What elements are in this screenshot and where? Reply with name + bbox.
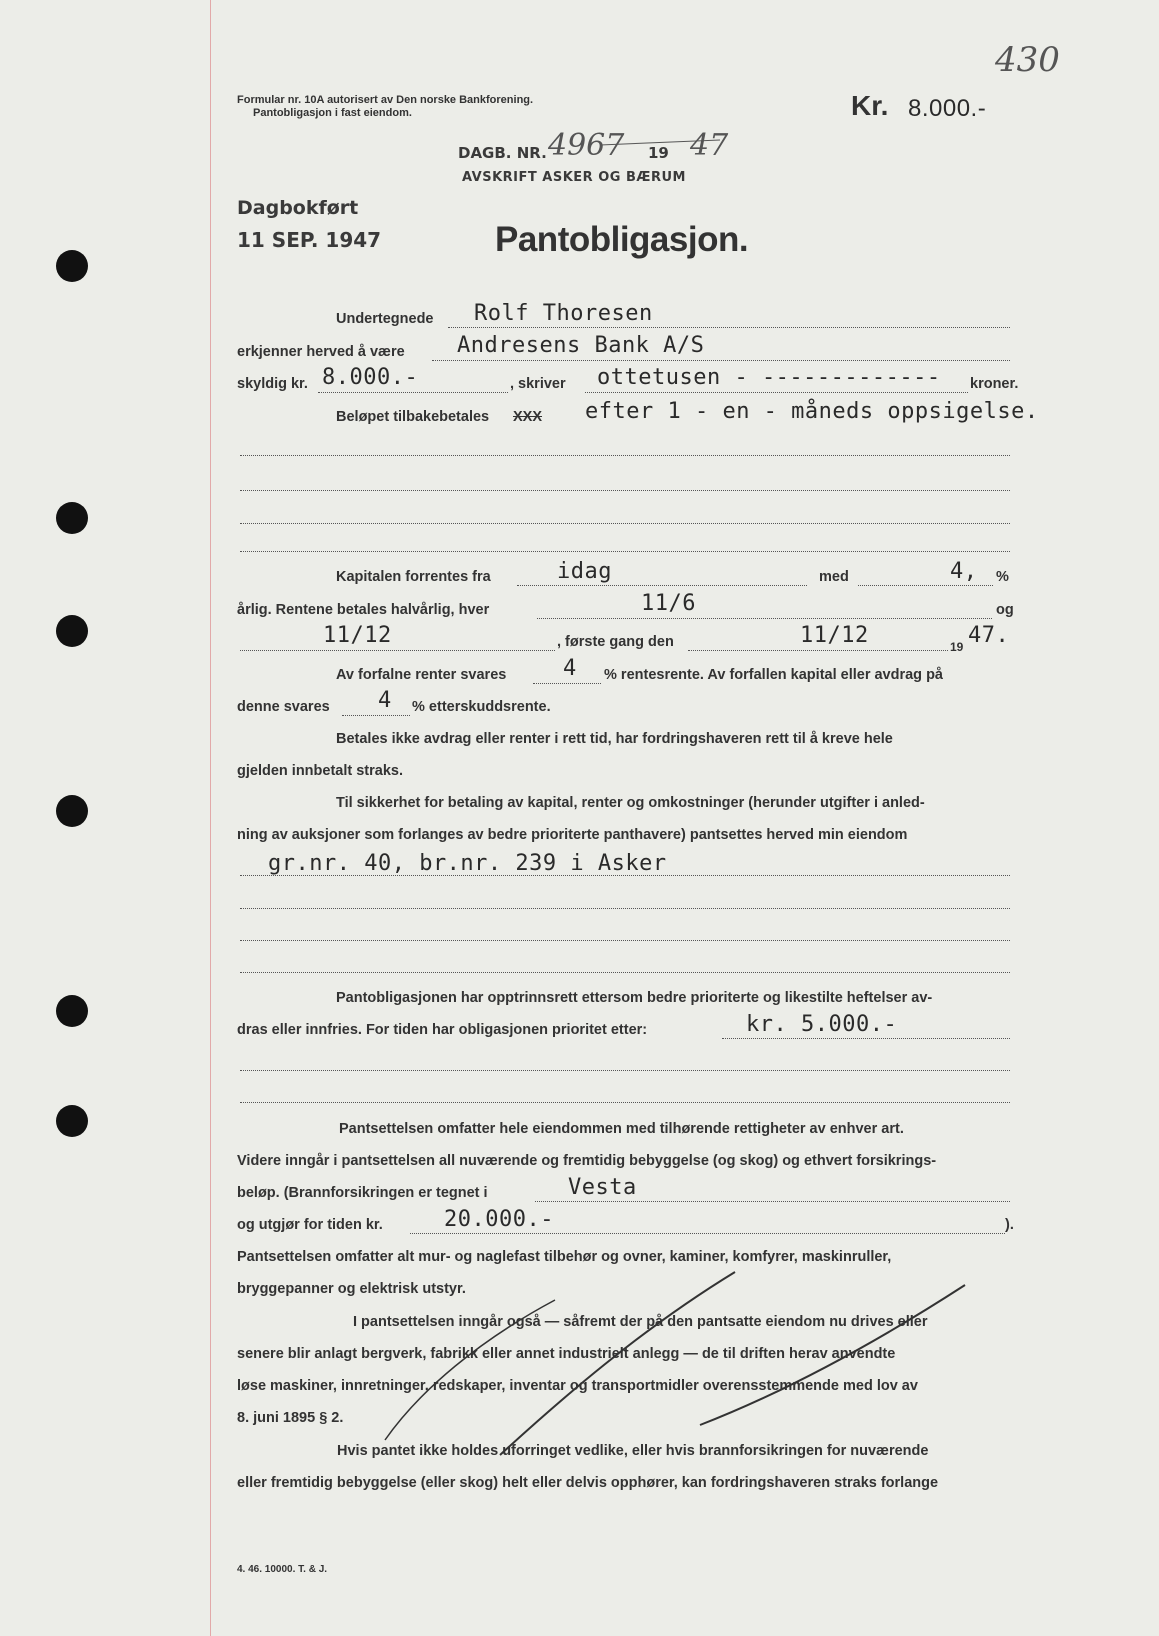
creditor-name: Andresens Bank A/S <box>457 333 705 358</box>
denne-suffix: % etterskuddsrente. <box>412 699 551 715</box>
forfalne-suffix: % rentesrente. Av forfallen kapital eller avdrag på <box>604 667 943 683</box>
dagb-label: DAGB. NR. <box>458 144 547 162</box>
amount-label: Kr. <box>851 90 889 121</box>
clause-text: og utgjør for tiden kr. <box>237 1217 383 1233</box>
interest-rate: 4, <box>950 559 978 584</box>
year-prefix: 19 <box>950 640 964 654</box>
amount-value: 8.000.- <box>908 95 987 122</box>
clause-text: løse maskiner, innretninger, redskaper, inventar og transportmidler overensstemmende med lov av <box>237 1378 918 1394</box>
skriver-label: , skriver <box>510 376 566 392</box>
clause-text: Videre inngår i pantsettelsen all nuværende og fremtidig bebyggelse (og skog) og ethvert forsikrings- <box>237 1153 937 1169</box>
clause-text: eller fremtidig bebyggelse (eller skog) helt eller delvis opphører, kan fordringshaveren straks forlange <box>237 1475 939 1491</box>
clause-text: Til sikkerhet for betaling av kapital, renter og omkostninger (herunder utgifter i anled- <box>336 795 925 811</box>
dagbokfort-stamp: Dagbokført <box>237 197 359 219</box>
registry-office: AVSKRIFT ASKER OG BÆRUM <box>462 170 686 185</box>
arlig-label: årlig. Rentene betales halvårlig, hver <box>237 602 490 618</box>
form-line-2: Pantobligasjon i fast eiendom. <box>253 107 412 119</box>
debt-amount: 8.000.- <box>322 365 419 390</box>
percent-sign: % <box>996 569 1009 585</box>
erkjenner-label: erkjenner herved å være <box>237 344 405 360</box>
interest-date-1: 11/6 <box>641 591 696 616</box>
clause-text: Betales ikke avdrag eller renter i rett tid, har fordringshaveren rett til å kreve hele <box>336 731 893 747</box>
arrears-rate: 4 <box>378 688 392 713</box>
clause-text: dras eller innfries. For tiden har obligasjonen prioritet etter: <box>237 1022 648 1038</box>
og-label: og <box>996 602 1014 618</box>
insurer-name: Vesta <box>568 1175 637 1200</box>
med-label: med <box>819 569 849 585</box>
struck-text: XXX <box>513 409 543 425</box>
page-number: 430 <box>995 40 1060 80</box>
date-stamp: 11 SEP. 1947 <box>237 228 382 252</box>
clause-text: bryggepanner og elektrisk utstyr. <box>237 1281 466 1297</box>
clause-text: Pantobligasjonen har opptrinnsrett ettersom bedre prioriterte og likestilte heftelser av- <box>336 990 933 1006</box>
kapital-label: Kapitalen forrentes fra <box>336 569 491 585</box>
dagb-year: 47 <box>690 128 729 163</box>
kroner-label: kroner. <box>970 376 1019 392</box>
first-payment-year: 47. <box>968 623 1010 648</box>
forste-label: , første gang den <box>557 634 674 650</box>
interest-date-2: 11/12 <box>323 623 392 648</box>
footer-print-code: 4. 46. 10000. T. & J. <box>237 1564 328 1575</box>
belopet-label: Beløpet tilbakebetales <box>336 409 490 425</box>
dagb-number: 4967 <box>548 128 625 163</box>
skyldig-label: skyldig kr. <box>237 376 308 392</box>
debt-words: ottetusen - ------------- <box>597 365 941 390</box>
late-interest-rate: 4 <box>563 656 577 681</box>
clause-text: I pantsettelsen inngår også — såfremt der på den pantsatte eiendom nu drives eller <box>353 1314 928 1330</box>
clause-text: ). <box>1005 1217 1014 1233</box>
debtor-name: Rolf Thoresen <box>474 301 653 326</box>
clause-text: senere blir anlagt bergverk, fabrikk eller annet industrielt anlegg — de til driften herav anvendte <box>237 1346 896 1362</box>
form-line-1: Formular nr. 10A autorisert av Den norske Bankforening. <box>237 94 534 106</box>
clause-text: ning av auksjoner som forlanges av bedre prioriterte panthavere) pantsettes herved min eiendom <box>237 827 908 843</box>
first-payment-date: 11/12 <box>800 623 869 648</box>
clause-text: Hvis pantet ikke holdes uforringet vedlike, eller hvis brannforsikringen for nuværende <box>337 1443 929 1459</box>
insured-amount: 20.000.- <box>444 1207 554 1232</box>
clause-text: Pantsettelsen omfatter hele eiendommen med tilhørende rettigheter av enhver art. <box>339 1121 904 1137</box>
repayment-terms: efter 1 - en - måneds oppsigelse. <box>585 399 1039 424</box>
denne-label: denne svares <box>237 699 330 715</box>
clause-text: beløp. (Brannforsikringen er tegnet i <box>237 1185 488 1201</box>
interest-from: idag <box>557 559 612 584</box>
property-description: gr.nr. 40, br.nr. 239 i Asker <box>268 851 667 876</box>
undertegnede-label: Undertegnede <box>336 311 434 327</box>
dagb-year-print: 19 <box>648 144 669 162</box>
clause-text: Pantsettelsen omfatter alt mur- og naglefast tilbehør og ovner, kaminer, komfyrer, maskinruller, <box>237 1249 892 1265</box>
clause-text: 8. juni 1895 § 2. <box>237 1410 344 1426</box>
forfalne-label: Av forfalne renter svares <box>336 667 507 683</box>
page-title: Pantobligasjon. <box>495 220 749 259</box>
prior-priority: kr. 5.000.- <box>746 1012 898 1037</box>
clause-text: gjelden innbetalt straks. <box>237 763 403 779</box>
